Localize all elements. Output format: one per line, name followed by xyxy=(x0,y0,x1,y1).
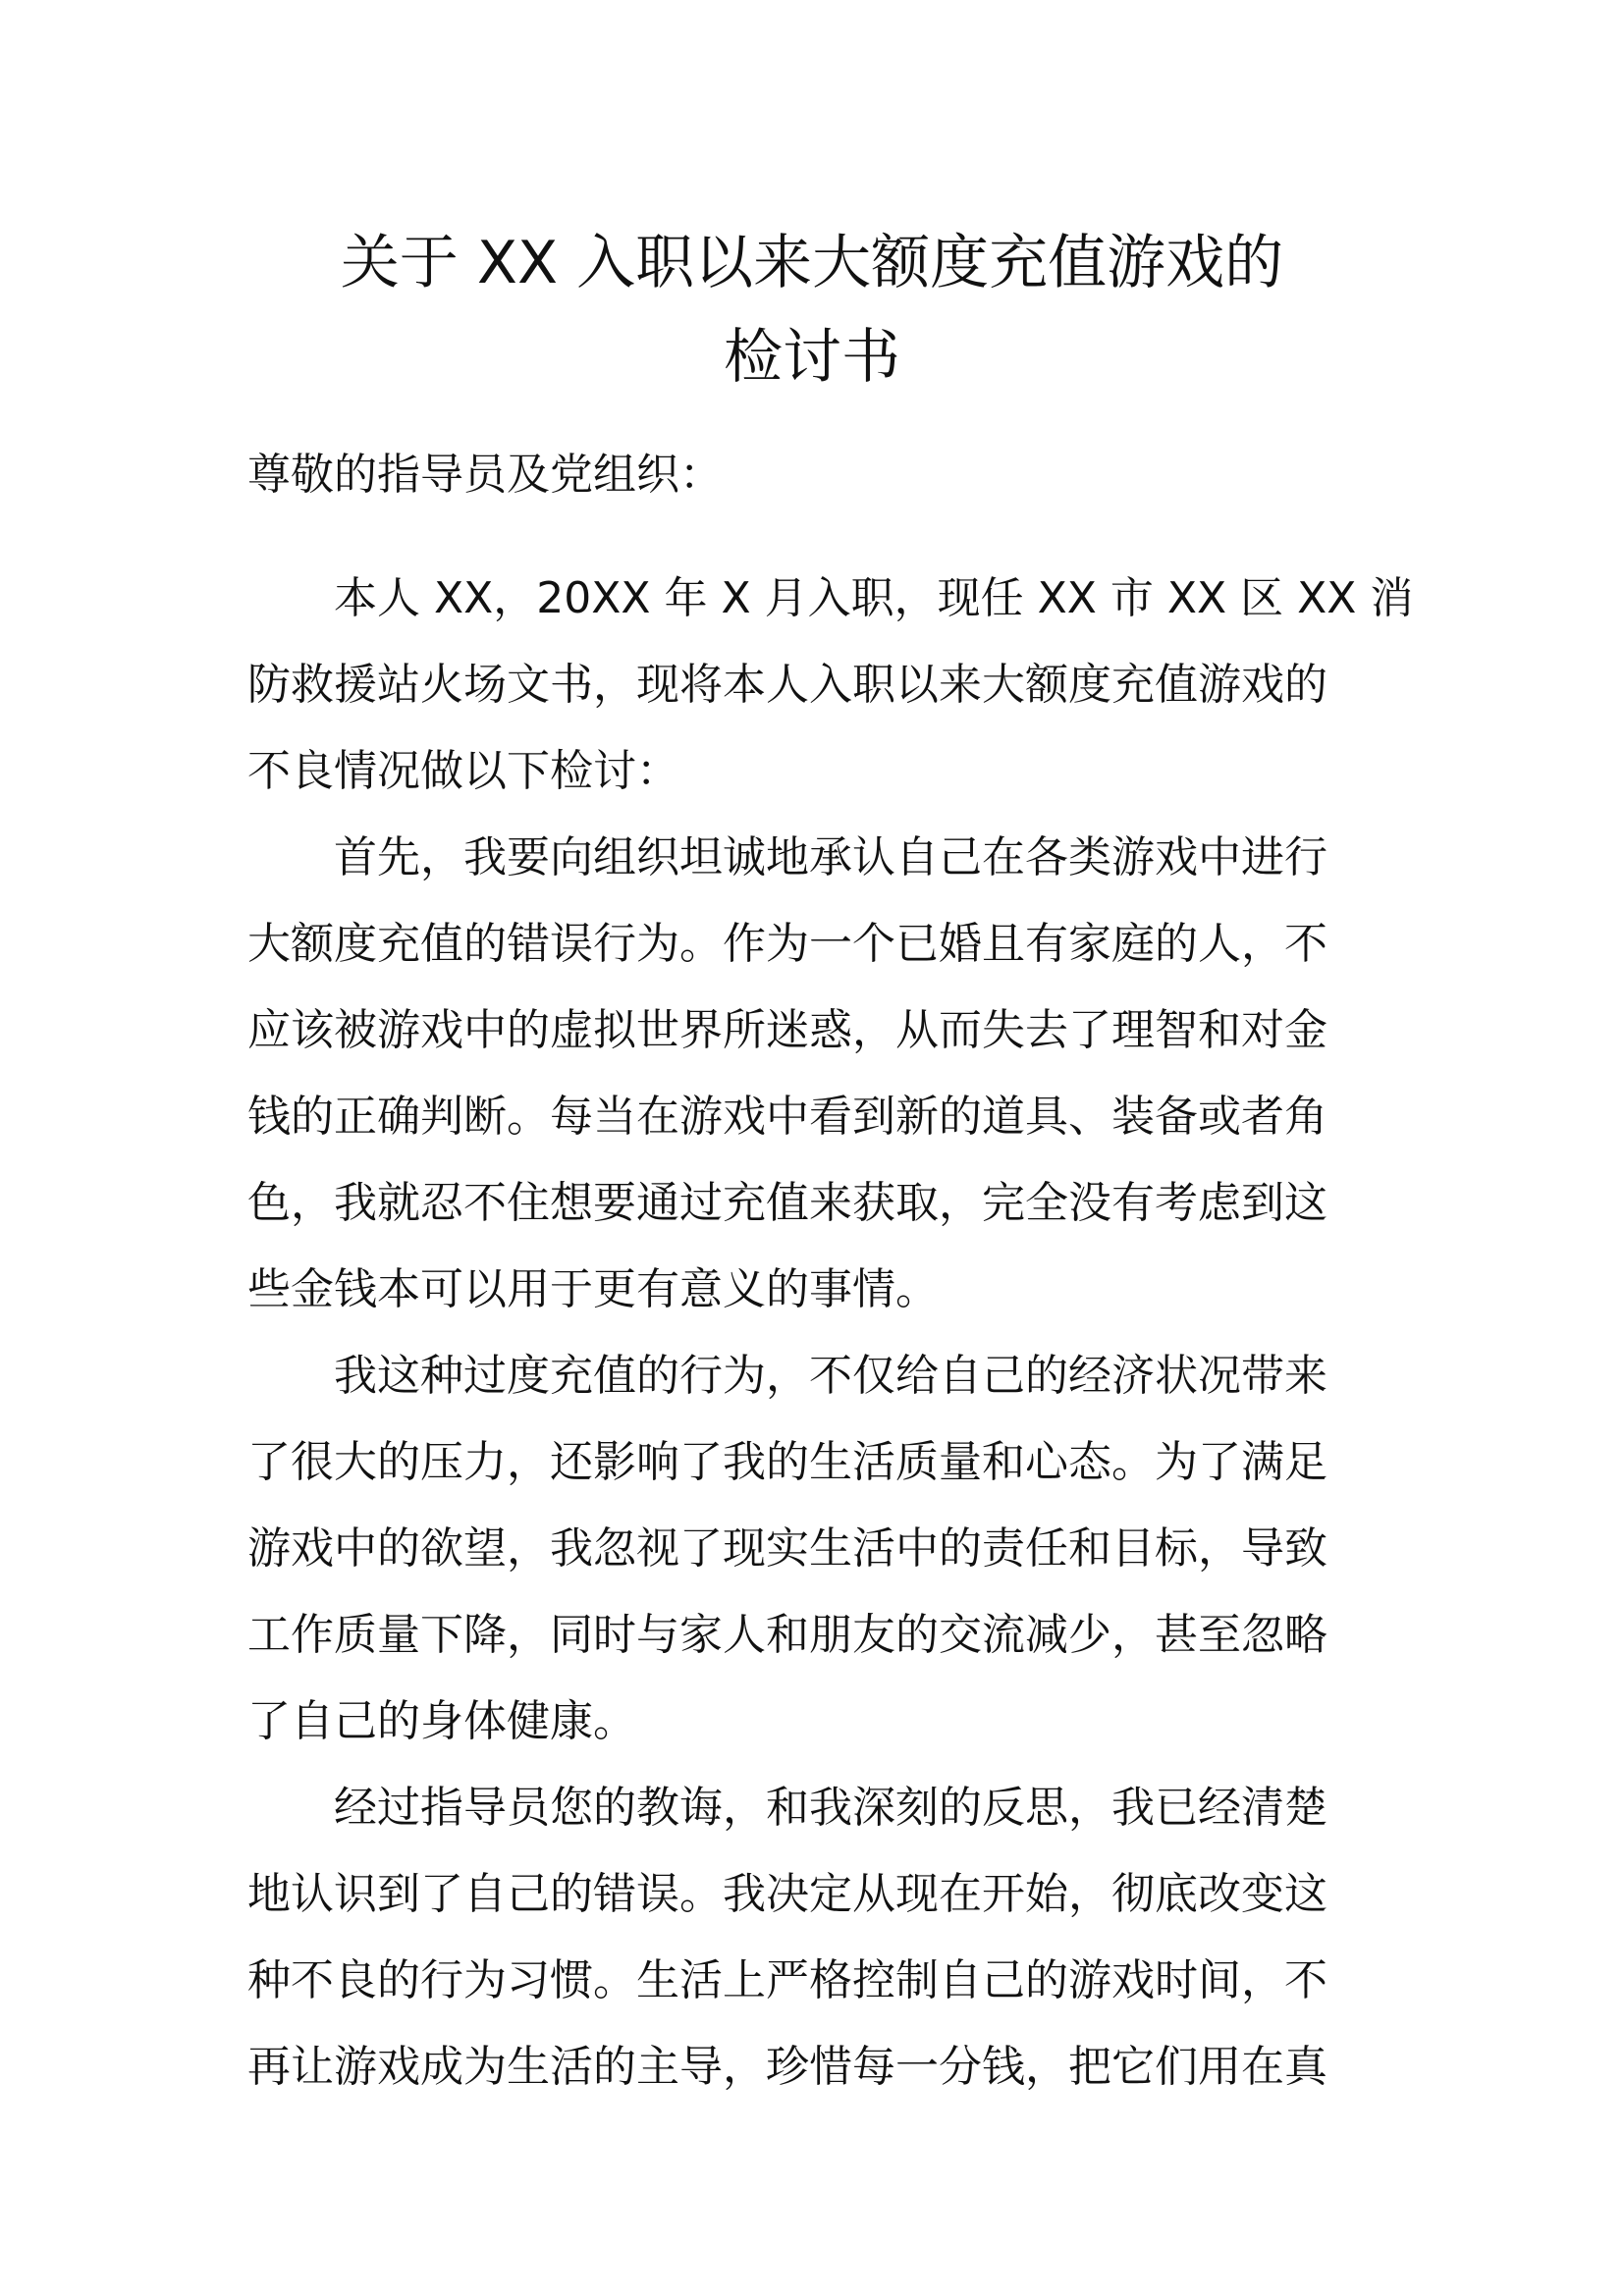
paragraph-line: 首先，我要向组织坦诚地承认自己在各类游戏中进行 xyxy=(334,832,1327,882)
paragraph-line: 钱的正确判断。每当在游戏中看到新的道具、装备或者角 xyxy=(247,1092,1327,1142)
title-line-2: 检讨书 xyxy=(724,323,900,392)
paragraph-line: 应该被游戏中的虚拟世界所迷惑，从而失去了理智和对金 xyxy=(247,1005,1327,1055)
paragraph-line: 些金钱本可以用于更有意义的事情。 xyxy=(247,1264,939,1314)
paragraph-line: 大额度充值的错误行为。作为一个已婚且有家庭的人，不 xyxy=(247,919,1327,969)
paragraph-line: 种不良的行为习惯。生活上严格控制自己的游戏时间，不 xyxy=(247,1955,1327,2005)
paragraph-line: 不良情况做以下检讨： xyxy=(247,746,679,796)
paragraph-line: 我这种过度充值的行为，不仅给自己的经济状况带来 xyxy=(334,1351,1327,1401)
paragraph-line: 游戏中的欲望，我忽视了现实生活中的责任和目标，导致 xyxy=(247,1523,1327,1574)
paragraph-1 xyxy=(247,556,1414,815)
paragraph-2 xyxy=(247,815,1367,1333)
document-body xyxy=(247,432,1414,2110)
paragraph-line: 工作质量下降，同时与家人和朋友的交流减少，甚至忽略 xyxy=(247,1610,1327,1660)
paragraph-line: 了很大的压力，还影响了我的生活质量和心态。为了满足 xyxy=(247,1437,1327,1487)
paragraph-line: 经过指导员您的教诲，和我深刻的反思，我已经清楚 xyxy=(334,1783,1327,1833)
paragraph-line: 本人 XX，20XX 年 X 月入职，现任 XX 市 XX 区 XX 消 xyxy=(334,573,1414,623)
paragraph-line: 再让游戏成为生活的主导，珍惜每一分钱，把它们用在真 xyxy=(247,2042,1327,2092)
paragraph-line: 防救援站火场文书，现将本人入职以来大额度充值游戏的 xyxy=(247,660,1327,710)
paragraph-line: 地认识到了自己的错误。我决定从现在开始，彻底改变这 xyxy=(247,1869,1327,1919)
paragraph-line: 了自己的身体健康。 xyxy=(247,1696,636,1746)
document-title xyxy=(245,216,1379,404)
paragraph-line: 色，我就忍不住想要通过充值来获取，完全没有考虑到这 xyxy=(247,1178,1327,1228)
paragraph-3 xyxy=(247,1333,1367,1765)
paragraph-4 xyxy=(247,1765,1367,2110)
salutation: 尊敬的指导员及党组织： xyxy=(247,450,723,500)
title-line-1: 关于 XX 入职以来大额度充值游戏的 xyxy=(340,229,1284,297)
